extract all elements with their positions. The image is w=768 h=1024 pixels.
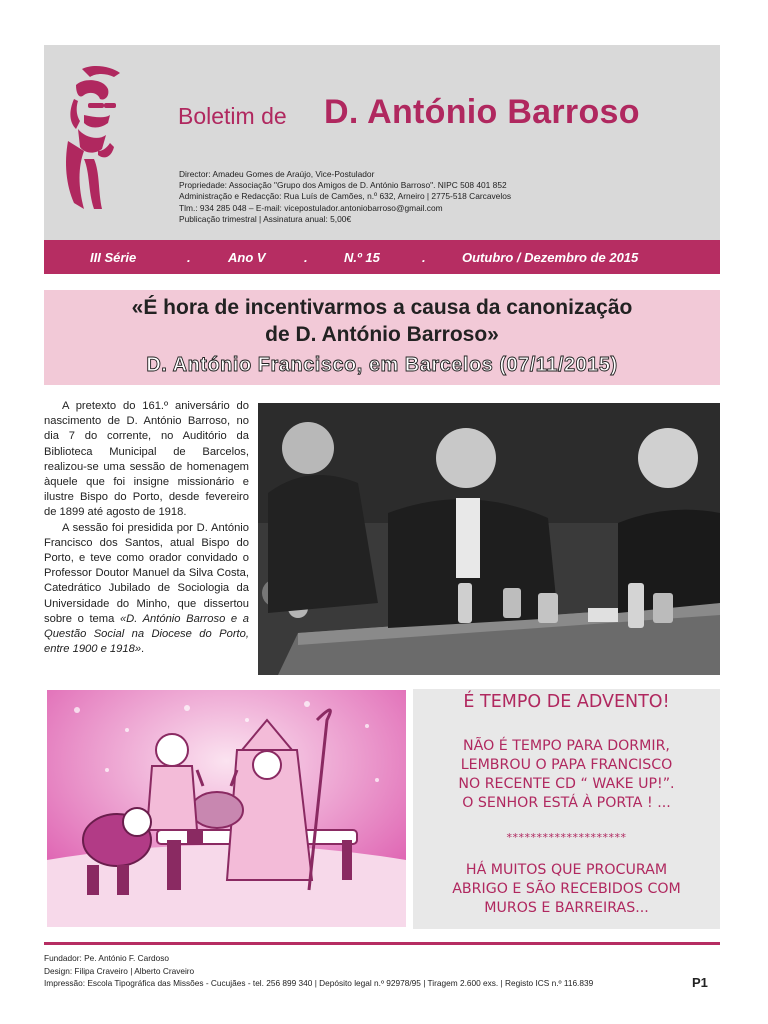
advent-line: NÃO É TEMPO PARA DORMIR, — [463, 738, 670, 754]
footer-printing: Impressão: Escola Tipográfica das Missões - Cucujães - tel. 256 899 340 | Depósito legal n.º 92978/95 | Tiragem 2.600 exs. | Registo ICS n.º 116.839 — [44, 978, 594, 988]
advent-line: ABRIGO E SÃO RECEBIDOS COM — [452, 881, 681, 897]
article-paragraph: A pretexto do 161.º aniversário do nascimento de D. António Barroso, no dia 7 do corrente, no Auditório da Biblioteca Municipal de Barcelos, realizou-se uma sessão de homenagem àquele que foi insigne missionário e ilustre Bispo do Porto, desde fevereiro de 1899 até agosto de 1918. — [44, 400, 249, 519]
masthead-info — [179, 169, 511, 225]
footer-credits — [44, 952, 593, 990]
article-paragraph: A sessão foi presidida por D. António Francisco dos Santos, atual Bispo do Porto, e teve como orador convidado o Professor Doutor Manuel da Silva Costa, Catedrático Jubilado de Sociologia da Universidade do Minho, que dissertou sobre o tema «D. António Barroso e a Questão Social na Diocese do Porto, entre 1900 e 1918». — [44, 521, 249, 656]
portrait-logo-icon — [54, 63, 124, 213]
event-photo — [258, 403, 720, 675]
headline — [44, 294, 720, 348]
subheadline: D. António Francisco, em Barcelos (07/11/2015) — [146, 354, 618, 376]
advent-line: HÁ MUITOS QUE PROCURAM — [465, 862, 668, 878]
advent-message — [413, 861, 720, 918]
advent-message — [413, 737, 720, 813]
brand-name: D. António Barroso — [324, 93, 640, 131]
info-line: Propriedade: Associação "Grupo dos Amigos de D. António Barroso". NIPC 508 401 852 — [179, 180, 507, 191]
footer-founder: Fundador: Pe. António F. Cardoso — [44, 953, 169, 963]
issue-year: Ano V — [228, 250, 266, 265]
headline-line: «É hora de incentivarmos a causa da canonização — [131, 296, 633, 319]
issue-series: III Série — [90, 250, 137, 265]
info-line: Director: Amadeu Gomes de Araújo, Vice-Postulador — [179, 169, 375, 179]
advent-line: O SENHOR ESTÁ À PORTA ! ... — [462, 795, 671, 811]
masthead — [44, 45, 720, 240]
info-line: Administração e Redacção: Rua Luís de Camões, n.º 632, Arneiro | 2775-518 Carcavelos — [179, 191, 512, 202]
headline-line: de D. António Barroso» — [265, 323, 499, 346]
issue-date: Outubro / Dezembro de 2015 — [462, 250, 639, 265]
lecture-title: «D. António Barroso e a Questão Social na Diocese do Porto, entre 1900 e 1918» — [44, 612, 249, 656]
advent-line: LEMBROU O PAPA FRANCISCO — [460, 757, 673, 773]
article-body — [44, 399, 249, 657]
nativity-illustration-image — [47, 690, 406, 927]
advent-divider: ******************** — [506, 831, 627, 844]
nativity-illustration — [47, 690, 406, 927]
footer-divider — [44, 942, 720, 945]
page-number: P1 — [692, 975, 708, 990]
info-line: Publicação trimestral | Assinatura anual: 5,00€ — [179, 213, 352, 224]
advent-line: NO RECENTE CD “ WAKE UP!”. — [458, 776, 675, 792]
advent-box — [413, 689, 720, 929]
event-photo-image — [258, 403, 720, 675]
issue-separator: . — [304, 250, 308, 265]
advent-line: MUROS E BARREIRAS... — [484, 900, 649, 916]
issue-separator: . — [422, 250, 426, 265]
advent-title: É TEMPO DE ADVENTO! — [463, 692, 670, 712]
info-line: Tlm.: 934 285 048 – E-mail: vicepostulador.antoniobarroso@gmail.com — [179, 202, 443, 213]
headline-box — [44, 290, 720, 385]
issue-bar — [44, 240, 720, 274]
footer-design: Design: Filipa Craveiro | Alberto Craveiro — [44, 965, 195, 976]
issue-separator: . — [187, 250, 191, 265]
brand-prefix: Boletim de — [178, 103, 287, 129]
issue-number: N.º 15 — [344, 250, 380, 265]
